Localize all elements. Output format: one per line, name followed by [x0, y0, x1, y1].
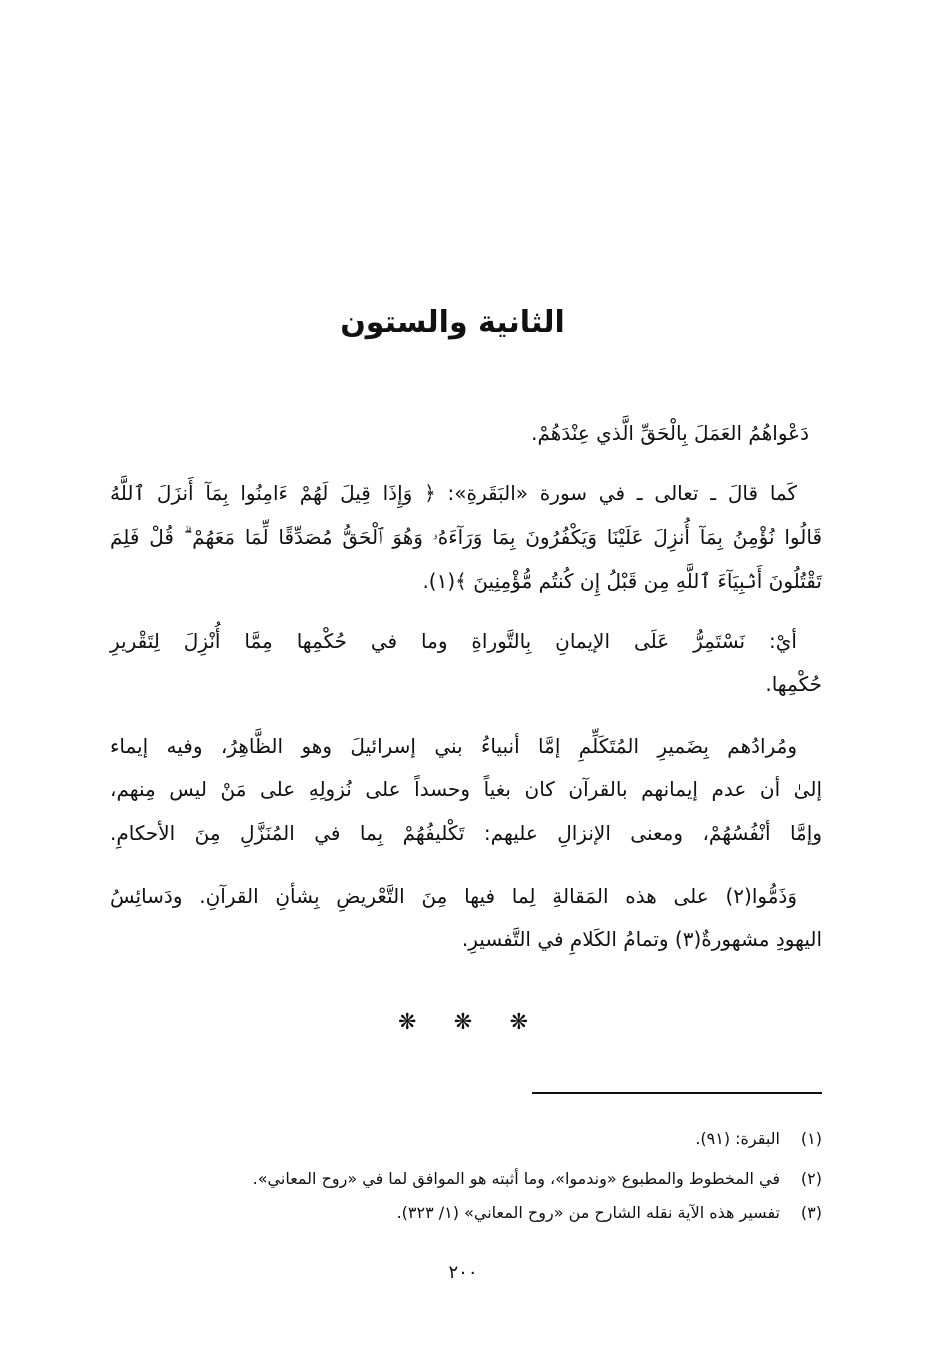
footnote — [102, 1167, 822, 1191]
body-line: وَذَمُّوا(٢) على هذه المَقالةِ لِما فيها مِنَ التَّعْريضِ بِشأنِ القرآنِ. ودَسائِسُ — [110, 884, 797, 908]
body-line: حُكْمِها. — [765, 672, 822, 696]
body-line: كَما قالَ ـ تعالى ـ في سورة «البَقَرةِ»: ﴿ وَإِذَا قِيلَ لَهُمْ ءَامِنُوا بِمَآ أَنزَلَ ٱللَّهُ — [110, 481, 797, 505]
asterism-icon: ❋ — [453, 1010, 473, 1035]
chapter-title: الثانية والستون — [340, 305, 565, 340]
footnote — [102, 1127, 822, 1151]
section-separator — [398, 1010, 528, 1035]
body-line: ومُرادُهم بِضَميرِ المُتَكَلِّمِ إمَّا أنبياءُ بني إسرائيلَ وهو الظَّاهِرُ، وفيه إيماء — [110, 734, 797, 758]
footnote-text: في المخطوط والمطبوع «وندموا»، وما أثبته هو الموافق لما في «روح المعاني». — [252, 1169, 780, 1188]
footnote — [102, 1201, 822, 1225]
body-line: قَالُوا نُؤْمِنُ بِمَآ أُنزِلَ عَلَيْنَا وَيَكْفُرُونَ بِمَا وَرَآءَهُۥ وَهُوَ ٱلْحَقُّ مُصَدِّقًا لِّمَا مَعَهُمْ ۗ قُلْ فَلِمَ — [110, 525, 822, 549]
asterism-icon: ❋ — [509, 1010, 528, 1035]
body-line: أيْ: نَسْتَمِرُّ عَلَى الإيمانِ بِالتَّوراةِ وما في حُكْمِها مِمَّا أُنْزِلَ لِتَقْريرِ — [110, 629, 797, 653]
footnote-number: (١) — [800, 1129, 822, 1148]
footnote-number: (٢) — [800, 1169, 822, 1188]
footnote-text: البقرة: (٩١). — [695, 1129, 780, 1148]
footnote-text: تفسير هذه الآية نقله الشارح من «روح المعاني» (١/ ٣٢٣). — [396, 1203, 780, 1222]
page-number: ٢٠٠ — [448, 1262, 478, 1283]
body-line: تَقْتُلُونَ أَنۢبِيَآءَ ٱللَّهِ مِن قَبْلُ إِن كُنتُم مُّؤْمِنِينَ ﴾(١). — [422, 569, 822, 593]
body-line: وإمَّا أنْفُسُهُمْ، ومعنى الإنزالِ عليهم: تَكْليفُهُمْ بِما في المُنَزَّلِ مِنَ الأحكامِ. — [110, 821, 822, 845]
asterism-icon: ❋ — [398, 1010, 417, 1035]
body-line: اليهودِ مشهورةٌ(٣) وتمامُ الكَلامِ في التَّفسيرِ. — [461, 927, 822, 951]
footnote-divider — [532, 1092, 822, 1094]
footnote-number: (٣) — [800, 1203, 822, 1222]
body-line: دَعْواهُمُ العَمَلَ بِالْحَقِّ الَّذي عِنْدَهُمْ. — [531, 421, 809, 445]
body-line: إلىٰ أن عدم إيمانهم بالقرآن كان بغياً وحسداً على نُزولِهِ على مَنْ ليس مِنهم، — [110, 777, 822, 801]
